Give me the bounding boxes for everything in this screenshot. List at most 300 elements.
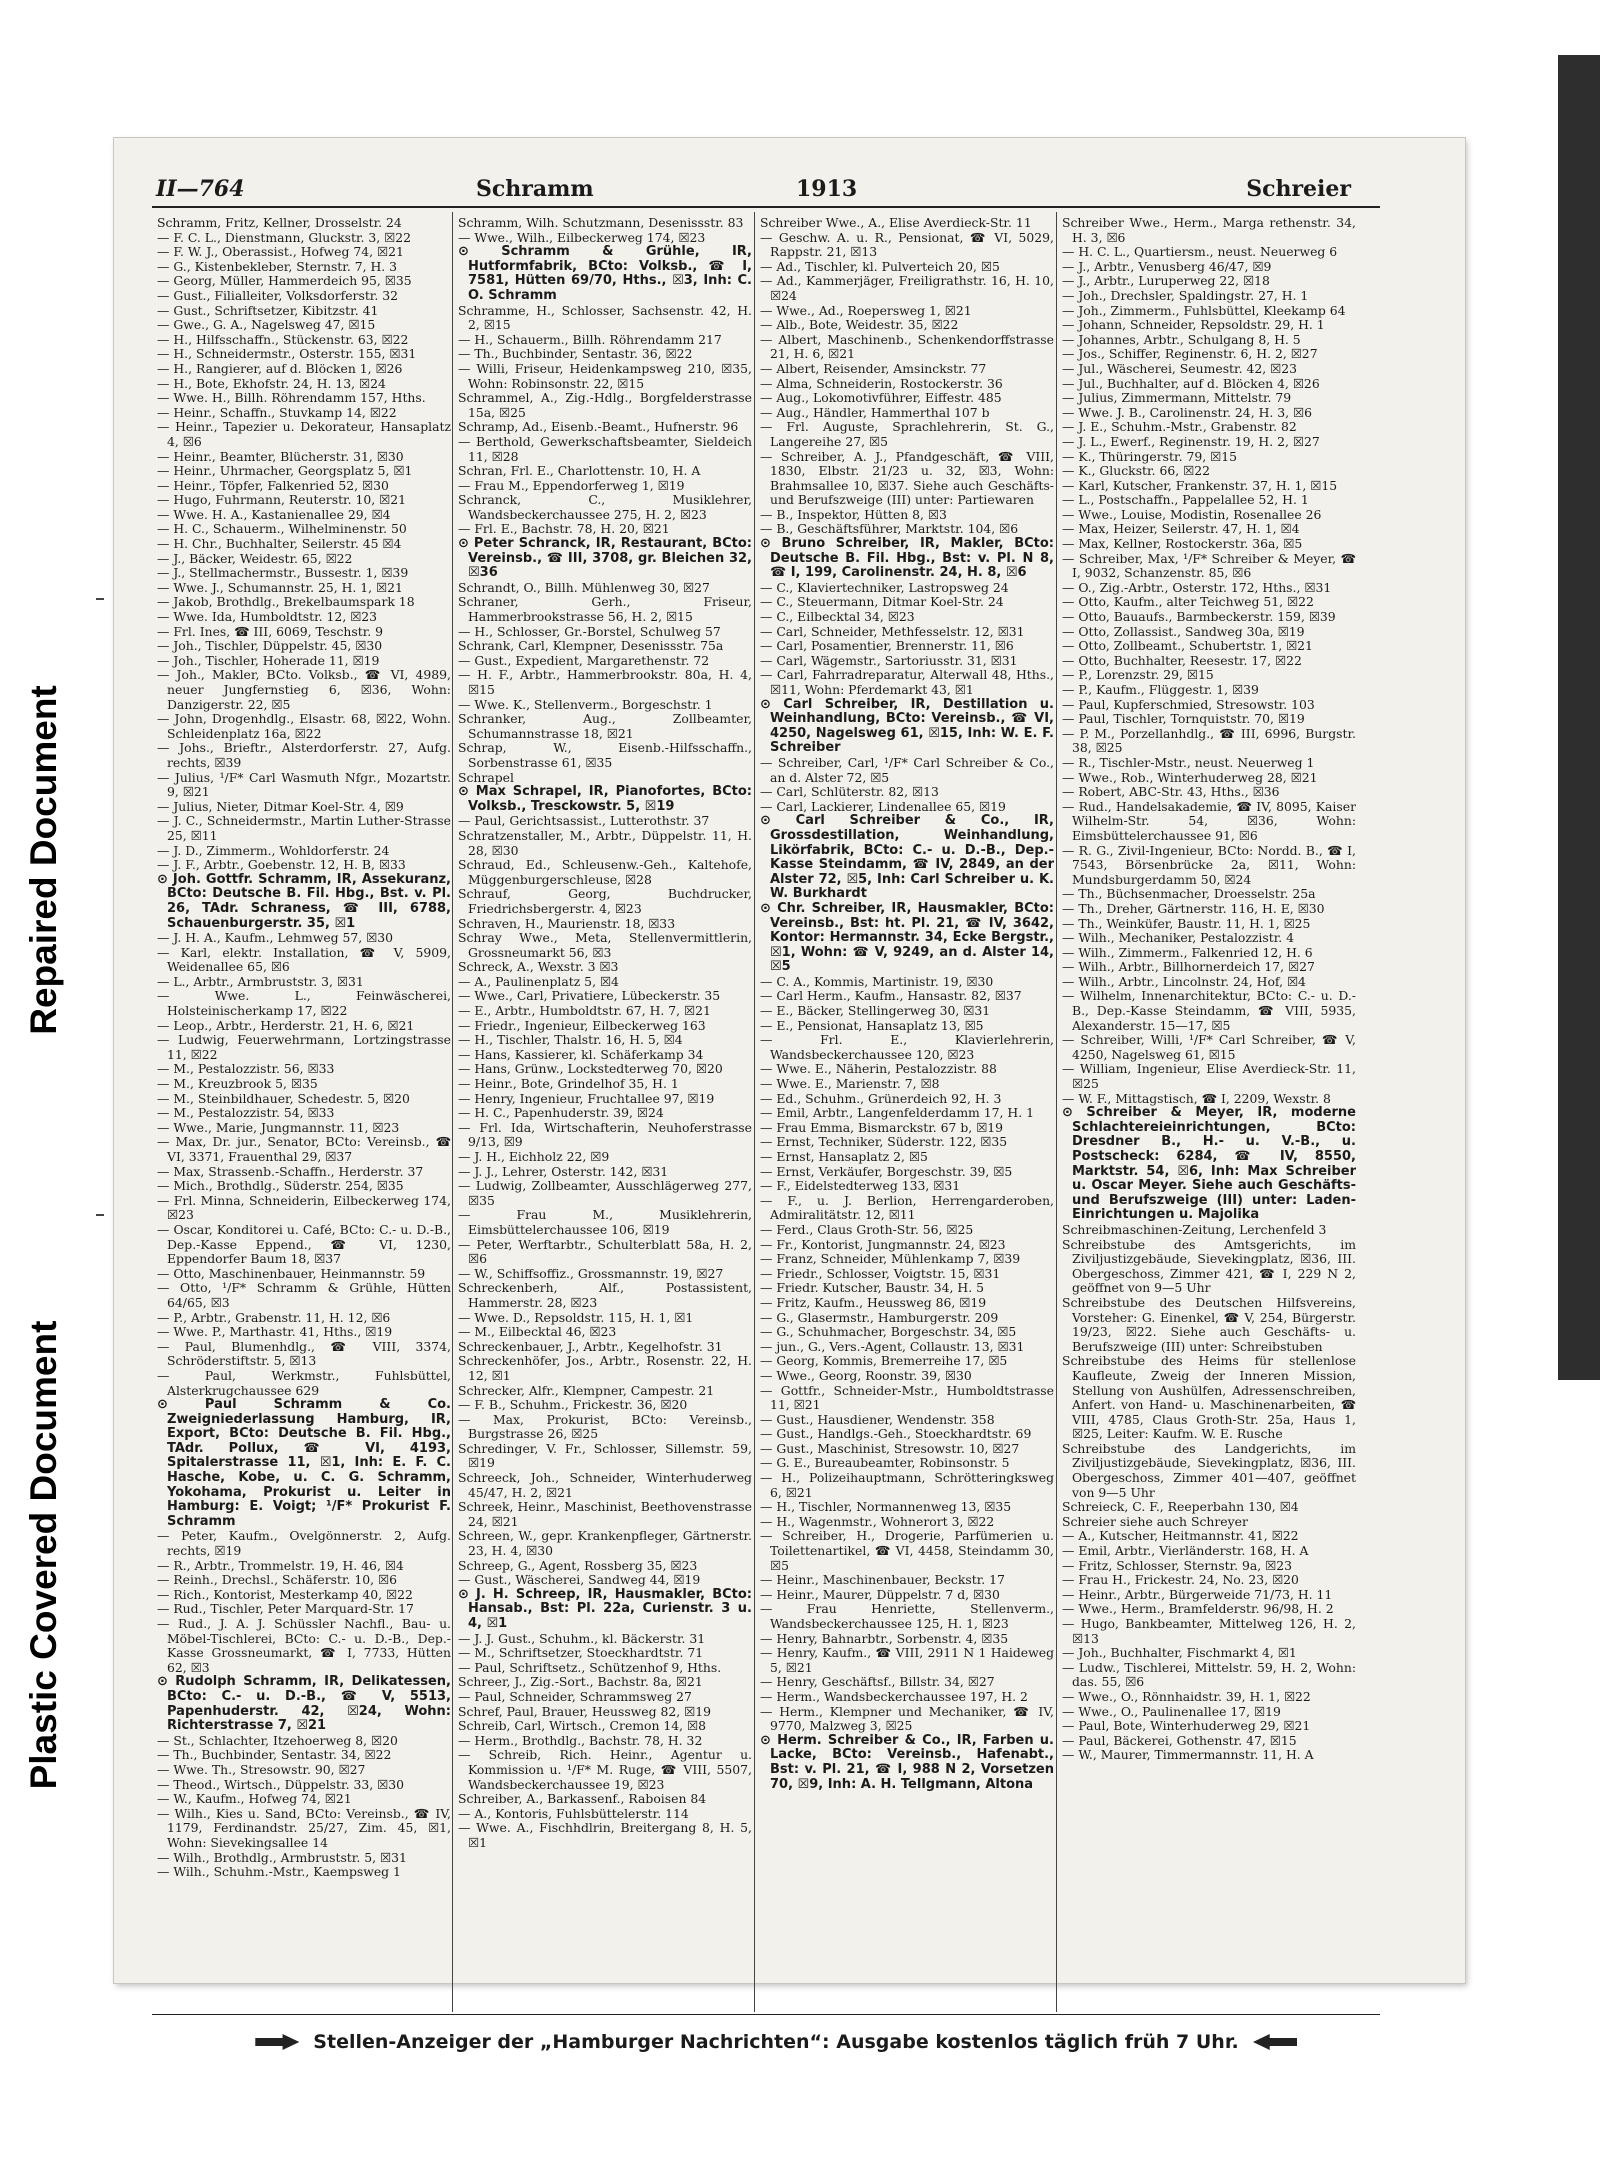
directory-entry: — L., Postschaffn., Pappelallee 52, H. 1 bbox=[1062, 492, 1309, 508]
directory-entry: — H. Chr., Buchhalter, Seilerstr. 45 ☒4 bbox=[157, 536, 402, 552]
directory-entry: — Paul, Gerichtsassist., Lutterothstr. 37 bbox=[458, 813, 710, 829]
directory-entry: — Schreib, Rich. Heinr., Agentur u. Kommission u. ¹/F* M. Ruge, ☎ VIII, 5507, Wandsbeckerchaussee 19, ☒23 bbox=[458, 1747, 752, 1792]
directory-entry: — Ernst, Verkäufer, Borgeschstr. 39, ☒5 bbox=[760, 1163, 1013, 1179]
directory-entry: Schray Wwe., Meta, Stellenvermittlerin, Grossneumarkt 56, ☒3 bbox=[458, 930, 752, 960]
directory-entry: — J. C., Schneidermstr., Martin Luther-Strasse 25, ☒11 bbox=[157, 813, 451, 843]
directory-entry: — Johann, Schneider, Repsoldstr. 29, H. 1 bbox=[1062, 317, 1325, 333]
directory-entry: — Julius, Zimmermann, Mittelstr. 79 bbox=[1062, 390, 1292, 406]
directory-entry: — J. E., Schuhm.-Mstr., Grabenstr. 82 bbox=[1062, 419, 1297, 435]
directory-entry: — Frl. E., Bachstr. 78, H. 20, ☒21 bbox=[458, 521, 670, 537]
directory-entry: — Hugo, Bankbeamter, Mittelweg 126, H. 2, ☒13 bbox=[1062, 1616, 1356, 1646]
directory-entry: — Ad., Tischler, kl. Pulverteich 20, ☒5 bbox=[760, 258, 1000, 274]
directory-entry: — Frau Henriette, Stellenverm., Wandsbeckerchaussee 125, H. 1, ☒23 bbox=[760, 1601, 1054, 1631]
firm-entry: ⊙ Schreiber & Meyer, IR, moderne Schlachtereieinrichtungen, BCto: Dresdner B., H.- u. V.-B., u. Postscheck: 6284, ☎ IV, 8550, Marktstr. 54, ☒6, Inh: Max Schreiber u. Oscar Meyer. Siehe auch Geschäfts- und Berufszweige (III) unter: Laden-Einrichtungen u. Majolika bbox=[1062, 1105, 1356, 1223]
directory-entry: — A., Kutscher, Heitmannstr. 41, ☒22 bbox=[1062, 1528, 1299, 1544]
directory-entry: — Karl, Kutscher, Frankenstr. 37, H. 1, ☒15 bbox=[1062, 477, 1338, 493]
pointing-hand-icon bbox=[255, 2034, 299, 2050]
directory-entry: — Otto, Maschinenbauer, Heinmannstr. 59 bbox=[157, 1265, 426, 1281]
directory-entry: — Emil, Arbtr., Vierländerstr. 168, H. A bbox=[1062, 1543, 1309, 1559]
directory-entry: — Gust., Handlgs.-Geh., Stoeckhardtstr. 69 bbox=[760, 1426, 1032, 1442]
directory-entry: — Max, Strassenb.-Schaffn., Herderstr. 37 bbox=[157, 1163, 424, 1179]
directory-entry: — Heinr., Beamter, Blücherstr. 31, ☒30 bbox=[157, 448, 404, 464]
firm-entry: ⊙ Herm. Schreiber & Co., IR, Farben u. Lacke, BCto: Vereinsb., Hafenabt., Bst: v. Pl. 21, ☎ I, 988 N 2, Vorsetzen 70, ☒9, Inh: A. H. Tellgmann, Altona bbox=[760, 1732, 1054, 1792]
directory-entry: — E., Arbtr., Humboldtstr. 67, H. 7, ☒21 bbox=[458, 1003, 711, 1019]
directory-entry: — P., Kaufm., Flüggestr. 1, ☒39 bbox=[1062, 682, 1259, 697]
directory-entry: — Wwe. K., Stellenverm., Borgeschstr. 1 bbox=[458, 696, 713, 712]
directory-entry: — J. L., Ewerf., Reginenstr. 19, H. 2, ☒27 bbox=[1062, 433, 1320, 449]
directory-entry: — M., Kreuzbrook 5, ☒35 bbox=[157, 1076, 318, 1092]
directory-entry: Schredinger, V. Fr., Schlosser, Sillemstr. 59, ☒19 bbox=[458, 1440, 752, 1471]
directory-entry: — Henry, Ingenieur, Fruchtallee 97, ☒19 bbox=[458, 1090, 715, 1106]
directory-entry: — F. W. J., Oberassist., Hofweg 74, ☒21 bbox=[157, 244, 404, 260]
directory-entry: — Heinr., Schaffn., Stuvkamp 14, ☒22 bbox=[157, 404, 397, 420]
directory-entry: — Ernst, Hansaplatz 2, ☒5 bbox=[760, 1149, 928, 1164]
directory-entry: — F. C. L., Dienstmann, Gluckstr. 3, ☒22 bbox=[157, 229, 412, 245]
directory-entry: — Joh., Drechsler, Spaldingstr. 27, H. 1 bbox=[1062, 287, 1309, 303]
directory-entry: — Wwe. Ida, Humboldtstr. 12, ☒23 bbox=[157, 609, 378, 625]
directory-entry: — Gust., Maschinist, Stresowstr. 10, ☒27 bbox=[760, 1440, 1020, 1456]
directory-entry: — H., Schneidermstr., Osterstr. 155, ☒31 bbox=[157, 346, 417, 362]
directory-entry: — Wwe., O., Rönnhaidstr. 39, H. 1, ☒22 bbox=[1062, 1688, 1311, 1704]
directory-entry: — Wwe. E., Marienstr. 7, ☒8 bbox=[760, 1076, 940, 1092]
directory-entry: Schreibstube des Landgerichts, im Ziviljustizgebäude, Sievekingplatz, ☒36, III. Obergeschoss, Zimmer 401—407, geöffnet von 9—5 Uhr bbox=[1062, 1440, 1356, 1500]
directory-entry: — Jul., Wäscherei, Seumestr. 42, ☒23 bbox=[1062, 360, 1297, 376]
directory-entry: — Carl, Fahrradreparatur, Alterwall 48, Hths., ☒11, Wohn: Pferdemarkt 43, ☒1 bbox=[760, 667, 1054, 697]
directory-entry: — Wwe., Rob., Winterhuderweg 28, ☒21 bbox=[1062, 769, 1318, 785]
directory-entry: — W., Maurer, Timmermannstr. 11, H. A bbox=[1062, 1747, 1314, 1763]
directory-entry: Schramme, H., Schlosser, Sachsenstr. 42, H. 2, ☒15 bbox=[458, 302, 752, 333]
directory-entry: — Carl, Posamentier, Brennerstr. 11, ☒6 bbox=[760, 638, 1014, 654]
directory-entry: Schrauf, Georg, Buchdrucker, Friedrichsbergerstr. 4, ☒23 bbox=[458, 886, 752, 916]
directory-entry: — G., Schuhmacher, Borgeschstr. 34, ☒5 bbox=[760, 1324, 1017, 1340]
directory-entry: Schreck, A., Wexstr. 3 ☒3 bbox=[458, 959, 619, 975]
directory-entry: — G. E., Bureaubeamter, Robinsonstr. 5 bbox=[760, 1455, 1010, 1471]
scan-edge-shadow bbox=[1558, 55, 1600, 1380]
directory-entry: Schreeck, Joh., Schneider, Winterhuderweg 45/47, H. 2, ☒21 bbox=[458, 1470, 752, 1500]
directory-entry: — Oscar, Konditorei u. Café, BCto: C.- u. D.-B., Dep.-Kasse Eppend., ☎ VI, 1230, Eppendorfer Baum 18, ☒37 bbox=[157, 1221, 451, 1267]
directory-entry: — Otto, Zollbeamt., Schubertstr. 1, ☒21 bbox=[1062, 638, 1313, 654]
directory-entry: Schreibstube des Heims für stellenlose Kaufleute, Zweig der Inneren Mission, Stellung von Aushülfen, Adressenschreiben, Anfert. von Hand- u. Maschinenarbeiten, ☎ VIII, 4785, Claus Groth-Str. 25a, Haus 1, ☒25, Leiter: Kaufm. W. E. Rusche bbox=[1062, 1353, 1356, 1442]
directory-entry: — John, Drogenhdlg., Elsastr. 68, ☒22, Wohn. Schleidenplatz 16a, ☒22 bbox=[157, 711, 451, 741]
directory-entry: Schramm, Fritz, Kellner, Drosselstr. 24 bbox=[157, 216, 402, 230]
directory-entry: — Wwe., Carl, Privatiere, Lübeckerstr. 35 bbox=[458, 988, 721, 1004]
directory-entry: — Hans, Grünw., Lockstedterweg 70, ☒20 bbox=[458, 1061, 723, 1077]
directory-entry: — Wwe. D., Repsoldstr. 115, H. 1, ☒1 bbox=[458, 1309, 694, 1325]
directory-entry: — Ludwig, Feuerwehrmann, Lortzingstrasse 11, ☒22 bbox=[157, 1032, 451, 1062]
directory-entry: — H., Tischler, Thalstr. 16, H. 5, ☒4 bbox=[458, 1032, 683, 1048]
firm-entry: ⊙ Chr. Schreiber, IR, Hausmakler, BCto: Vereinsb., Bst: ht. Pl. 21, ☎ IV, 3642, Kontor: Hermannstr. 34, Ecke Bergstr., ☒1, Wohn: ☎ V, 9249, an d. Alster 14, ☒5 bbox=[760, 900, 1054, 975]
directory-entry: Schranck, C., Musiklehrer, Wandsbeckerchaussee 275, H. 2, ☒23 bbox=[458, 492, 752, 522]
directory-entry: Schreier siehe auch Schreyer bbox=[1062, 1513, 1248, 1529]
directory-entry: — Wilh., Zimmerm., Falkenried 12, H. 6 bbox=[1062, 944, 1313, 960]
directory-entry: — Joh., Tischler, Düppelstr. 45, ☒30 bbox=[157, 638, 383, 654]
directory-entry: — Wwe. A., Fischhdlrin, Breitergang 8, H. 5, ☒1 bbox=[458, 1820, 752, 1850]
directory-entry: — J. H., Eichholz 22, ☒9 bbox=[458, 1149, 610, 1164]
directory-entry: — H., Wagenmstr., Wohnerort 3, ☒22 bbox=[760, 1513, 995, 1529]
directory-entry: Schreieck, C. F., Reeperbahn 130, ☒4 bbox=[1062, 1499, 1299, 1515]
directory-entry: — Frau Emma, Bismarckstr. 67 b, ☒19 bbox=[760, 1119, 1004, 1135]
directory-entry: — Henry, Bahnarbtr., Sorbenstr. 4, ☒35 bbox=[760, 1630, 1009, 1646]
directory-entry: Schreiber, A., Barkassenf., Raboisen 84 bbox=[458, 1791, 707, 1807]
directory-entry: — B., Geschäftsführer, Marktstr. 104, ☒6 bbox=[760, 521, 1019, 537]
directory-entry: — Frl. Auguste, Sprachlehrerin, St. G., Langereihe 27, ☒5 bbox=[760, 419, 1054, 449]
directory-entry: Schreen, W., gepr. Krankenpfleger, Gärtnerstr. 23, H. 4, ☒30 bbox=[458, 1528, 752, 1559]
directory-entry: — Heinr., Tapezier u. Dekorateur, Hansaplatz 4, ☒6 bbox=[157, 419, 451, 449]
directory-entry: — Friedr., Schlosser, Voigtstr. 15, ☒31 bbox=[760, 1265, 1001, 1281]
directory-entry: — Wilh., Kies u. Sand, BCto: Vereinsb., ☎ IV, 1179, Ferdinandstr. 25/27, Zim. 45, ☒1, Wohn: Sievekingsallee 14 bbox=[157, 1805, 451, 1850]
directory-entry: — J., Arbtr., Luruperweg 22, ☒18 bbox=[1062, 273, 1270, 289]
directory-entry: — Wilh., Schuhm.-Mstr., Kaempsweg 1 bbox=[157, 1864, 401, 1880]
directory-entry: Schraud, Ed., Schleusenw.-Geh., Kaltehofe, Müggenburgerschleuse, ☒28 bbox=[458, 857, 752, 887]
directory-entry: — F., u. J. Berlion, Herrengarderoben, Admiralitätstr. 12, ☒11 bbox=[760, 1192, 1054, 1223]
directory-entry: — C., Steuermann, Ditmar Koel-Str. 24 bbox=[760, 594, 1004, 610]
directory-entry: Schreckenberh, Alf., Postassistent, Hammerstr. 28, ☒23 bbox=[458, 1280, 752, 1310]
directory-entry: Schref, Paul, Brauer, Heussweg 82, ☒19 bbox=[458, 1703, 712, 1719]
directory-entry: — Jos., Schiffer, Reginenstr. 6, H. 2, ☒27 bbox=[1062, 346, 1318, 362]
header-rule bbox=[152, 206, 1380, 208]
directory-entry: — Carl, Schlüterstr. 82, ☒13 bbox=[760, 784, 939, 800]
directory-entry: — Friedr. Kutscher, Baustr. 34, H. 5 bbox=[760, 1280, 984, 1296]
directory-entry: — Wwe. E., Näherin, Pestalozzistr. 88 bbox=[760, 1061, 997, 1077]
directory-entry: — Gust., Hausdiener, Wendenstr. 358 bbox=[760, 1411, 995, 1427]
directory-entry: — K., Gluckstr. 66, ☒22 bbox=[1062, 463, 1210, 479]
directory-entry: Schrecker, Alfr., Klempner, Campestr. 21 bbox=[458, 1382, 715, 1398]
directory-entry: — St., Schlachter, Itzehoerweg 8, ☒20 bbox=[157, 1732, 398, 1748]
archive-side-strip bbox=[0, 0, 88, 2177]
directory-column-2 bbox=[458, 216, 752, 2006]
directory-entry: — W. F., Mittagstisch, ☎ I, 2209, Wexstr. 8 bbox=[1062, 1090, 1331, 1106]
directory-entry: — Gust., Schriftsetzer, Kibitzstr. 41 bbox=[157, 302, 379, 318]
directory-column-1 bbox=[157, 216, 451, 2006]
directory-entry: — Wwe. H., Billh. Röhrendamm 157, Hths. bbox=[157, 390, 426, 406]
firm-entry: ⊙ Rudolph Schramm, IR, Delikatessen, BCto: C.- u. D.-B., ☎ V, 5513, Papenhuderstr. 42, ☒24, Wohn: Richterstrasse 7, ☒21 bbox=[157, 1674, 451, 1734]
header-last-name: Schreier bbox=[1246, 176, 1351, 202]
firm-entry: ⊙ Carl Schreiber, IR, Destillation u. Weinhandlung, BCto: Vereinsb., ☎ VI, 4250, Nagelsweg 61, ☒15, Inh: W. E. F. Schreiber bbox=[760, 696, 1054, 756]
directory-entry: — Julius, Nieter, Ditmar Koel-Str. 4, ☒9 bbox=[157, 798, 404, 814]
directory-entry: — Rich., Kontorist, Mesterkamp 40, ☒22 bbox=[157, 1586, 413, 1602]
directory-entry: — jun., G., Vers.-Agent, Collaustr. 13, ☒31 bbox=[760, 1338, 1025, 1354]
directory-entry: — Gust., Wäscherei, Sandweg 44, ☒19 bbox=[458, 1572, 701, 1588]
directory-entry: Schraven, H., Maurienstr. 18, ☒33 bbox=[458, 915, 676, 931]
directory-entry: — M., Schriftsetzer, Stoeckhardtstr. 71 bbox=[458, 1645, 704, 1661]
firm-entry: ⊙ Max Schrapel, IR, Pianofortes, BCto: Volksb., Tresckowstr. 5, ☒19 bbox=[458, 784, 752, 814]
firm-entry: ⊙ J. H. Schreep, IR, Hausmakler, BCto: Hansab., Bst: Pl. 22a, Curienstr. 3 u. 4, ☒1 bbox=[458, 1586, 752, 1631]
directory-entry: — Max, Dr. jur., Senator, BCto: Vereinsb., ☎ VI, 3371, Frauenthal 29, ☒37 bbox=[157, 1134, 451, 1164]
directory-entry: — Wwe. P., Marthastr. 41, Hths., ☒19 bbox=[157, 1324, 393, 1340]
directory-entry: — Paul, Tischler, Tornquiststr. 70, ☒19 bbox=[1062, 711, 1305, 727]
directory-entry: — H. F., Arbtr., Hammerbrookstr. 80a, H. 4, ☒15 bbox=[458, 667, 752, 697]
directory-entry: — Schreiber, Willi, ¹/F* Carl Schreiber, ☎ V, 4250, Nagelsweg 61, ☒15 bbox=[1062, 1032, 1356, 1062]
firm-entry: ⊙ Bruno Schreiber, IR, Makler, BCto: Deutsche B. Fil. Hbg., Bst: v. Pl. N 8, ☎ I, 199, Carolinenstr. 24, H. 8, ☒6 bbox=[760, 536, 1054, 581]
footer-rule bbox=[152, 2014, 1380, 2015]
firm-entry: ⊙ Paul Schramm & Co. Zweigniederlassung Hamburg, IR, Export, BCto: Deutsche B. Fil. Hbg., TAdr. Pollux, ☎ VI, 4193, Spitalerstrasse 11, ☒1, Inh: E. F. C. Hasche, Kobe, u. C. G. Schramm, Yokohama, Prokurist u. Leiter in Hamburg: E. Voigt; ¹/F* Prokurist F. Schramm bbox=[157, 1397, 451, 1529]
directory-entry: — Frau M., Eppendorferweg 1, ☒19 bbox=[458, 477, 685, 493]
directory-entry: — Heinr., Töpfer, Falkenried 52, ☒30 bbox=[157, 477, 389, 493]
directory-entry: — A., Paulinenplatz 5, ☒4 bbox=[458, 973, 619, 989]
directory-entry: — H. C. L., Quartiersm., neust. Neuerweg 6 bbox=[1062, 244, 1338, 260]
directory-entry: — H., Rangierer, auf d. Blöcken 1, ☒26 bbox=[157, 360, 403, 376]
directory-entry: — Herm., Wandsbeckerchaussee 197, H. 2 bbox=[760, 1688, 1028, 1704]
directory-entry: — Max, Prokurist, BCto: Vereinsb., Burgstrasse 26, ☒25 bbox=[458, 1411, 752, 1442]
directory-entry: — Leop., Arbtr., Herderstr. 21, H. 6, ☒21 bbox=[157, 1017, 415, 1033]
directory-entry: — Reinh., Drechsl., Schäferstr. 10, ☒6 bbox=[157, 1572, 398, 1588]
directory-entry: — Herm., Klempner und Mechaniker, ☎ IV, 9770, Malzweg 3, ☒25 bbox=[760, 1703, 1054, 1734]
directory-entry: — Carl, Schneider, Methfesselstr. 12, ☒31 bbox=[760, 623, 1025, 639]
directory-entry: — Wwe., Herm., Bramfelderstr. 96/98, H. 2 bbox=[1062, 1601, 1334, 1617]
directory-entry: — H., Schlosser, Gr.-Borstel, Schulweg 57 bbox=[458, 623, 721, 639]
directory-entry: — Henry, Kaufm., ☎ VIII, 2911 N 1 Haideweg 5, ☒21 bbox=[760, 1645, 1054, 1675]
directory-entry: — Joh., Makler, BCto. Volksb., ☎ VI, 4989, neuer Jungfernstieg 6, ☒36, Wohn: Danzigerstr. 22, ☒5 bbox=[157, 667, 451, 712]
directory-entry: — Joh., Zimmerm., Fuhlsbüttel, Kleekamp 64 bbox=[1062, 302, 1346, 318]
directory-entry: — Albert, Maschinenb., Schenkendorffstrasse 21, H. 6, ☒21 bbox=[760, 331, 1054, 362]
directory-entry: — Gust., Filialleiter, Volksdorferstr. 32 bbox=[157, 287, 399, 303]
margin-tick bbox=[96, 1214, 104, 1216]
directory-entry: — Th., Büchsenmacher, Droesselstr. 25a bbox=[1062, 886, 1316, 902]
directory-entry: — Wilh., Arbtr., Lincolnstr. 24, Hof, ☒4 bbox=[1062, 973, 1306, 989]
directory-entry: — Ad., Kammerjäger, Freiligrathstr. 16, H. 10, ☒24 bbox=[760, 273, 1054, 303]
directory-entry: — O., Zig.-Arbtr., Osterstr. 172, Hths., ☒31 bbox=[1062, 579, 1332, 595]
directory-entry: — W., Kaufm., Hofweg 74, ☒21 bbox=[157, 1791, 352, 1807]
directory-entry: — Heinr., Maschinenbauer, Beckstr. 17 bbox=[760, 1572, 1005, 1588]
directory-entry: — Peter, Werftarbtr., Schulterblatt 58a, H. 2, ☒6 bbox=[458, 1236, 752, 1267]
directory-entry: — H. C., Schauerm., Wilhelminenstr. 50 bbox=[157, 521, 407, 537]
directory-entry: — Wwe., Marie, Jungmannstr. 11, ☒23 bbox=[157, 1119, 400, 1135]
header-year: 1913 bbox=[796, 176, 858, 202]
directory-entry: Schranker, Aug., Zollbeamter, Schumannstrasse 18, ☒21 bbox=[458, 711, 752, 741]
directory-entry: — Schreiber, Max, ¹/F* Schreiber & Meyer, ☎ I, 9032, Schanzenstr. 85, ☒6 bbox=[1062, 550, 1356, 581]
directory-entry: — A., Kontoris, Fuhlsbüttelerstr. 114 bbox=[458, 1805, 689, 1821]
directory-entry: — Johs., Brieftr., Alsterdorferstr. 27, Aufg. rechts, ☒39 bbox=[157, 740, 451, 770]
directory-entry: — Otto, Kaufm., alter Teichweg 51, ☒22 bbox=[1062, 594, 1314, 610]
directory-entry: — Paul, Schriftsetz., Schützenhof 9, Hths. bbox=[458, 1659, 722, 1675]
column-divider bbox=[754, 212, 755, 2012]
directory-entry: — Geschw. A. u. R., Pensionat, ☎ VI, 5029, Rappstr. 21, ☒13 bbox=[760, 229, 1054, 260]
directory-entry: — J. J., Lehrer, Osterstr. 142, ☒31 bbox=[458, 1163, 669, 1179]
directory-entry: — Fr., Kontorist, Jungmannstr. 24, ☒23 bbox=[760, 1236, 1006, 1252]
directory-entry: — Rud., J. A. J. Schüssler Nachfl., Bau- u. Möbel-Tischlerei, BCto: C.- u. D.-B., Dep.-Kasse Grossneumarkt, ☎ I, 7733, Hütten 62, ☒3 bbox=[157, 1616, 451, 1675]
directory-entry: — K., Thüringerstr. 79, ☒15 bbox=[1062, 448, 1237, 464]
directory-entry: — Otto, ¹/F* Schramm & Grühle, Hütten 64/65, ☒3 bbox=[157, 1280, 451, 1310]
directory-entry: — Wwe. H. A., Kastanienallee 29, ☒4 bbox=[157, 506, 391, 522]
directory-entry: — Ernst, Techniker, Süderstr. 122, ☒35 bbox=[760, 1134, 1008, 1150]
directory-entry: — L., Arbtr., Armbruststr. 3, ☒31 bbox=[157, 973, 364, 989]
directory-entry: — Max, Heizer, Seilerstr. 47, H. 1, ☒4 bbox=[1062, 521, 1300, 537]
directory-entry: Schrandt, O., Billh. Mühlenweg 30, ☒27 bbox=[458, 579, 710, 595]
directory-entry: — H. C., Papenhuderstr. 39, ☒24 bbox=[458, 1105, 664, 1121]
directory-entry: — C., Eilbecktal 34, ☒23 bbox=[760, 609, 915, 625]
directory-entry: Schreckenhöfer, Jos., Arbtr., Rosenstr. 22, H. 12, ☒1 bbox=[458, 1353, 752, 1383]
page-header bbox=[156, 176, 1371, 208]
directory-entry: — P., Arbtr., Grabenstr. 11, H. 12, ☒6 bbox=[157, 1309, 391, 1325]
directory-entry: — Wwe. J. B., Carolinenstr. 24, H. 3, ☒6 bbox=[1062, 404, 1313, 420]
directory-entry: — Heinr., Bote, Grindelhof 35, H. 1 bbox=[458, 1076, 679, 1092]
directory-entry: — Carl, Wägemstr., Sartoriusstr. 31, ☒31 bbox=[760, 652, 1018, 668]
directory-entry: Schreibstube des Deutschen Hilfsvereins, Vorsteher: G. Einenkel, ☎ V, 254, Bürgerstr. 19/23, ☒22. Siehe auch Geschäfts- u. Berufszweige (III) unter: Schreibstuben bbox=[1062, 1294, 1356, 1354]
directory-entry: Schrank, Carl, Klempner, Desenissstr. 75a bbox=[458, 638, 724, 654]
directory-entry: — H., Schauerm., Billh. Röhrendamm 217 bbox=[458, 331, 722, 347]
directory-entry: — Aug., Lokomotivführer, Eiffestr. 485 bbox=[760, 390, 1002, 406]
directory-entry: — M., Pestalozzistr. 56, ☒33 bbox=[157, 1061, 335, 1077]
header-first-name: Schramm bbox=[476, 176, 594, 202]
directory-entry: — R. G., Zivil-Ingenieur, BCto: Nordd. B., ☎ I, 7543, Börsenbrücke 2a, ☒11, Wohn: Mundsburgerdamm 50, ☒24 bbox=[1062, 842, 1356, 887]
directory-entry: Schreib, Carl, Wirtsch., Cremon 14, ☒8 bbox=[458, 1718, 707, 1734]
directory-entry: — Schreiber, Carl, ¹/F* Carl Schreiber & Co., an d. Alster 72, ☒5 bbox=[760, 754, 1054, 785]
directory-entry: — P., Lorenzstr. 29, ☒15 bbox=[1062, 667, 1214, 683]
directory-entry: — R., Tischler-Mstr., neust. Neuerweg 1 bbox=[1062, 754, 1315, 770]
directory-entry: — Herm., Brothdlg., Bachstr. 78, H. 32 bbox=[458, 1732, 703, 1748]
directory-entry: — Th., Weinküfer, Baustr. 11, H. 1, ☒25 bbox=[1062, 915, 1311, 931]
directory-entry: — Theod., Wirtsch., Düppelstr. 33, ☒30 bbox=[157, 1776, 404, 1792]
directory-entry: — Paul, Bäckerei, Gothenstr. 47, ☒15 bbox=[1062, 1732, 1297, 1748]
page-number: II—764 bbox=[156, 176, 245, 202]
directory-entry: — Mich., Brothdlg., Süderstr. 254, ☒35 bbox=[157, 1178, 404, 1194]
directory-entry: — Wilh., Mechaniker, Pestalozzistr. 4 bbox=[1062, 930, 1295, 946]
directory-entry: — Wwe., Wilh., Eilbeckerweg 174, ☒23 bbox=[458, 229, 706, 245]
directory-entry: — Ed., Schuhm., Grünerdeich 92, H. 3 bbox=[760, 1090, 1002, 1106]
pointing-hand-icon bbox=[1253, 2034, 1297, 2050]
directory-entry: — Albert, Reisender, Amsinckstr. 77 bbox=[760, 360, 987, 376]
directory-entry: — Wilhelm, Innenarchitektur, BCto: C.- u. D.-B., Dep.-Kasse Steindamm, ☎ VIII, 5935, Alexanderstr. 15—17, ☒5 bbox=[1062, 988, 1356, 1033]
column-divider bbox=[1056, 212, 1057, 2012]
directory-entry: — Peter, Kaufm., Ovelgönnerstr. 2, Aufg. rechts, ☒19 bbox=[157, 1528, 451, 1559]
directory-entry: — Frau H., Frickestr. 24, No. 23, ☒20 bbox=[1062, 1572, 1299, 1588]
directory-entry: — Ferd., Claus Groth-Str. 56, ☒25 bbox=[760, 1221, 974, 1237]
directory-entry: — Paul, Blumenhdlg., ☎ VIII, 3374, Schröderstiftstr. 5, ☒13 bbox=[157, 1338, 451, 1369]
footer-banner bbox=[186, 2028, 1366, 2056]
directory-entry: Schreiber Wwe., Herm., Marga rethenstr. 34, H. 3, ☒6 bbox=[1062, 216, 1356, 245]
directory-entry: — W., Schiffsoffiz., Grossmannstr. 19, ☒27 bbox=[458, 1265, 724, 1281]
directory-entry: Schramp, Ad., Eisenb.-Beamt., Hufnerstr. 96 bbox=[458, 419, 739, 435]
directory-entry: — Wilh., Arbtr., Billhornerdeich 17, ☒27 bbox=[1062, 959, 1315, 975]
directory-entry: — Paul, Kupferschmied, Stresowstr. 103 bbox=[1062, 696, 1315, 712]
directory-entry: Schramm, Wilh. Schutzmann, Desenissstr. 83 bbox=[458, 216, 744, 230]
directory-entry: — Ludw., Tischlerei, Mittelstr. 59, H. 2, Wohn: das. 55, ☒6 bbox=[1062, 1659, 1356, 1690]
directory-entry: — C., Klaviertechniker, Lastropsweg 24 bbox=[760, 579, 1009, 595]
directory-entry: — J., Arbtr., Venusberg 46/47, ☒9 bbox=[1062, 258, 1272, 274]
directory-entry: — J., Bäcker, Weidestr. 65, ☒22 bbox=[157, 550, 353, 566]
directory-entry: — Karl, elektr. Installation, ☎ V, 5909, Weidenallee 65, ☒6 bbox=[157, 944, 451, 975]
directory-entry: — Gwe., G. A., Nagelsweg 47, ☒15 bbox=[157, 317, 376, 333]
directory-entry: — Willi, Friseur, Heidenkampsweg 210, ☒35, Wohn: Robinsonstr. 22, ☒15 bbox=[458, 360, 752, 391]
directory-entry: — Aug., Händler, Hammerthal 107 b bbox=[760, 404, 990, 420]
directory-entry: Schreibmaschinen-Zeitung, Lerchenfeld 3 bbox=[1062, 1221, 1327, 1237]
directory-entry: — Paul, Bote, Winterhuderweg 29, ☒21 bbox=[1062, 1718, 1311, 1734]
directory-entry: — Wilh., Brothdlg., Armbruststr. 5, ☒31 bbox=[157, 1849, 407, 1865]
directory-entry: — P. M., Porzellanhdlg., ☎ III, 6996, Burgstr. 38, ☒25 bbox=[1062, 725, 1356, 756]
directory-entry: — Alma, Schneiderin, Rostockerstr. 36 bbox=[760, 375, 1003, 391]
directory-entry: — Carl Herm., Kaufm., Hansastr. 82, ☒37 bbox=[760, 988, 1022, 1004]
directory-entry: — G., Glasermstr., Hamburgerstr. 209 bbox=[760, 1309, 999, 1325]
directory-entry: — Berthold, Gewerkschaftsbeamter, Sieldeich 11, ☒28 bbox=[458, 433, 752, 464]
directory-entry: — Wwe., Ad., Roepersweg 1, ☒21 bbox=[760, 302, 972, 318]
directory-entry: — Hugo, Fuhrmann, Reuterstr. 10, ☒21 bbox=[157, 492, 407, 508]
directory-entry: Schreibstube des Amtsgerichts, im Ziviljustizgebäude, Sievekingplatz, ☒36, III. Obergeschoss, Zimmer 421, ☎ I, 229 N 2, geöffnet von 9—5 Uhr bbox=[1062, 1236, 1356, 1296]
directory-entry: — Wwe. J., Schumannstr. 25, H. 1, ☒21 bbox=[157, 579, 403, 595]
directory-entry: — E., Bäcker, Stellingerweg 30, ☒31 bbox=[760, 1003, 991, 1019]
directory-entry: Schreek, Heinr., Maschinist, Beethovenstrasse 24, ☒21 bbox=[458, 1499, 752, 1529]
directory-entry: — Georg, Kommis, Bremerreihe 17, ☒5 bbox=[760, 1353, 1008, 1369]
directory-column-3 bbox=[760, 216, 1054, 2006]
directory-column-4 bbox=[1062, 216, 1356, 2006]
plastic-covered-document-label: Plastic Covered Document bbox=[23, 1320, 64, 1790]
repaired-document-label: Repaired Document bbox=[23, 685, 64, 1035]
directory-entry: — Heinr., Maurer, Düppelstr. 7 d, ☒30 bbox=[760, 1586, 1000, 1602]
directory-entry: — C. A., Kommis, Martinistr. 19, ☒30 bbox=[760, 973, 994, 989]
directory-entry: — H., Tischler, Normannenweg 13, ☒35 bbox=[760, 1499, 1012, 1515]
column-divider bbox=[452, 212, 453, 2012]
directory-entry: — J. F., Arbtr., Goebenstr. 12, H. B, ☒33 bbox=[157, 857, 406, 873]
directory-entry: — Georg, Müller, Hammerdeich 95, ☒35 bbox=[157, 273, 412, 289]
directory-entry: — Frau M., Musiklehrerin, Eimsbüttelerchaussee 106, ☒19 bbox=[458, 1207, 752, 1237]
directory-entry: — M., Eilbecktal 46, ☒23 bbox=[458, 1324, 617, 1340]
directory-entry: — Wwe., Georg, Roonstr. 39, ☒30 bbox=[760, 1367, 972, 1383]
directory-entry: Schrammel, A., Zig.-Hdlg., Borgfelderstrasse 15a, ☒25 bbox=[458, 390, 752, 420]
directory-entry: — Joh., Buchhalter, Fischmarkt 4, ☒1 bbox=[1062, 1645, 1297, 1661]
directory-entry: Schreckenbauer, J., Arbtr., Kegelhofstr. 31 bbox=[458, 1338, 723, 1354]
directory-entry: — Wwe., O., Paulinenallee 17, ☒19 bbox=[1062, 1703, 1281, 1719]
directory-entry: — Ludwig, Zollbeamter, Ausschlägerweg 277, ☒35 bbox=[458, 1178, 752, 1208]
directory-entry: — Frl. Minna, Schneiderin, Eilbeckerweg 174, ☒23 bbox=[157, 1192, 451, 1223]
directory-entry: — Otto, Zollassist., Sandweg 30a, ☒19 bbox=[1062, 623, 1305, 639]
firm-entry: ⊙ Peter Schranck, IR, Restaurant, BCto: Vereinsb., ☎ III, 3708, gr. Bleichen 32, ☒36 bbox=[458, 536, 752, 581]
margin-tick bbox=[96, 598, 104, 600]
directory-entry: — Paul, Werkmstr., Fuhlsbüttel, Alsterkrugchaussee 629 bbox=[157, 1367, 451, 1398]
directory-entry: — Franz, Schneider, Mühlenkamp 7, ☒39 bbox=[760, 1251, 1021, 1267]
directory-entry: — Frl. Ines, ☎ III, 6069, Teschstr. 9 bbox=[157, 623, 384, 639]
directory-entry: — William, Ingenieur, Elise Averdieck-Str. 11, ☒25 bbox=[1062, 1061, 1356, 1092]
directory-entry: — Carl, Lackierer, Lindenallee 65, ☒19 bbox=[760, 798, 1006, 814]
directory-entry: — Schreiber, A. J., Pfandgeschäft, ☎ VIII, 1830, Elbstr. 21/23 u. 32, ☒3, Wohn: Brahmsallee 10, ☒37. Siehe auch Geschäfts- und Berufszweige (III) unter: Partiewaren bbox=[760, 448, 1054, 508]
directory-entry: — Frl. Ida, Wirtschafterin, Neuhoferstrasse 9/13, ☒9 bbox=[458, 1119, 752, 1150]
directory-entry: Schreiber Wwe., A., Elise Averdieck-Str. 11 bbox=[760, 216, 1032, 230]
directory-entry: — Hans, Kassierer, kl. Schäferkamp 34 bbox=[458, 1046, 704, 1062]
directory-entry: — G., Kistenbekleber, Sternstr. 7, H. 3 bbox=[157, 258, 398, 274]
directory-entry: — Jakob, Brothdlg., Brekelbaumspark 18 bbox=[157, 594, 415, 610]
directory-entry: Schraner, Gerh., Friseur, Hammerbrookstrasse 56, H. 2, ☒15 bbox=[458, 594, 752, 625]
directory-entry: — Th., Buchbinder, Sentastr. 34, ☒22 bbox=[157, 1747, 392, 1763]
directory-entry: — Otto, Bauaufs., Barmbeckerstr. 159, ☒39 bbox=[1062, 609, 1336, 625]
directory-entry: — H., Bote, Ekhofstr. 24, H. 13, ☒24 bbox=[157, 375, 386, 391]
directory-entry: — Rud., Handelsakademie, ☎ IV, 8095, Kaiser Wilhelm-Str. 54, ☒36, Wohn: Eimsbüttelerchaussee 91, ☒6 bbox=[1062, 798, 1356, 843]
directory-entry: — Alb., Bote, Weidestr. 35, ☒22 bbox=[760, 317, 959, 333]
directory-entry: — Wwe., Louise, Modistin, Rosenallee 26 bbox=[1062, 506, 1322, 522]
directory-entry: — Wwe. L., Feinwäscherei, Holsteinischerkamp 17, ☒22 bbox=[157, 988, 451, 1019]
directory-entry: — Friedr., Ingenieur, Eilbeckerweg 163 bbox=[458, 1017, 706, 1033]
directory-entry: — E., Pensionat, Hansaplatz 13, ☒5 bbox=[760, 1017, 984, 1033]
directory-entry: — J. H. A., Kaufm., Lehmweg 57, ☒30 bbox=[157, 930, 394, 946]
directory-entry: — Henry, Geschäftsf., Billstr. 34, ☒27 bbox=[760, 1674, 995, 1690]
directory-entry: — Th., Dreher, Gärtnerstr. 116, H. E, ☒30 bbox=[1062, 900, 1325, 916]
directory-entry: — H., Polizeihauptmann, Schrötteringksweg 6, ☒21 bbox=[760, 1470, 1054, 1500]
directory-entry: — Gottfr., Schneider-Mstr., Humboldtstrasse 11, ☒21 bbox=[760, 1382, 1054, 1413]
directory-entry: — Frl. E., Klavierlehrerin, Wandsbeckerchaussee 120, ☒23 bbox=[760, 1032, 1054, 1062]
firm-entry: ⊙ Carl Schreiber & Co., IR, Grossdestillation, Weinhandlung, Likörfabrik, BCto: C.- u. D.-B., Dep.-Kasse Steindamm, ☎ IV, 2849, an der Alster 72, ☒5, Inh: Carl Schreiber u. K. W. Burkhardt bbox=[760, 813, 1054, 902]
firm-entry: ⊙ Schramm & Grühle, IR, Hutformfabrik, BCto: Volksb., ☎ I, 7581, Hütten 69/70, Hths., ☒3, Inh: C. O. Schramm bbox=[458, 244, 752, 303]
directory-entry: — Wwe. Th., Stresowstr. 90, ☒27 bbox=[157, 1761, 366, 1777]
directory-entry: — Emil, Arbtr., Langenfelderdamm 17, H. 1 bbox=[760, 1105, 1034, 1121]
directory-entry: — Otto, Buchhalter, Reesestr. 17, ☒22 bbox=[1062, 652, 1302, 668]
directory-entry: — Johannes, Arbtr., Schulgang 8, H. 5 bbox=[1062, 331, 1301, 347]
footer-banner-text: Stellen-Anzeiger der „Hamburger Nachrichten“: Ausgabe kostenlos täglich früh 7 Uhr. bbox=[313, 2031, 1239, 2053]
directory-entry: — Robert, ABC-Str. 43, Hths., ☒36 bbox=[1062, 784, 1280, 800]
directory-entry: Schrap, W., Eisenb.-Hilfsschaffn., Sorbenstrasse 61, ☒35 bbox=[458, 740, 752, 770]
directory-entry: Schreep, G., Agent, Rossberg 35, ☒23 bbox=[458, 1557, 698, 1573]
directory-entry: — J. D., Zimmerm., Wohldorferstr. 24 bbox=[157, 842, 390, 858]
directory-entry: — Jul., Buchhalter, auf d. Blöcken 4, ☒26 bbox=[1062, 375, 1320, 391]
directory-entry: — Fritz, Schlosser, Sternstr. 9a, ☒23 bbox=[1062, 1557, 1293, 1573]
directory-entry: — R., Arbtr., Trommelstr. 19, H. 46, ☒4 bbox=[157, 1557, 404, 1573]
directory-entry: Schran, Frl. E., Charlottenstr. 10, H. A bbox=[458, 463, 701, 479]
